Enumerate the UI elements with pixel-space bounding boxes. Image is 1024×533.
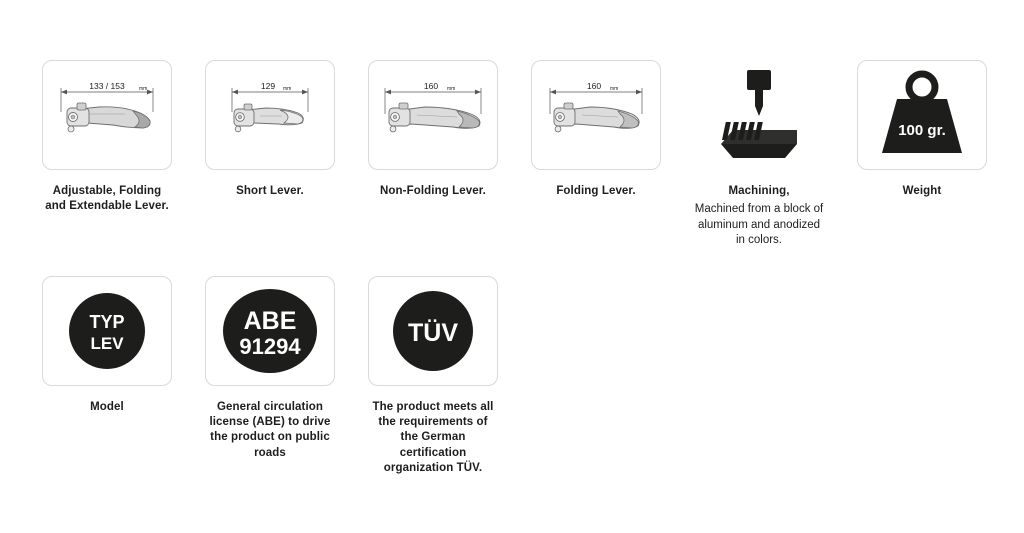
feature-caption: Folding Lever. [556,185,636,197]
feature-row-bottom [42,276,531,476]
dimension-label: 160 [423,81,439,91]
lever-adjustable-icon [47,70,167,160]
model-badge-line1: TYP [89,312,125,332]
dimension-unit: mm [139,86,148,92]
dimension-unit: mm [447,86,456,92]
abe-badge-line2: 91294 [239,333,301,359]
feature-abe-certification [205,276,335,476]
lever-panel [531,60,661,170]
weight-value-label: 100 gr. [898,122,946,139]
feature-tuv-certification [368,276,498,476]
feature-subcaption: Machined from a block of aluminum and anodized in colors. [694,203,824,247]
feature-weight [857,60,987,249]
abe-badge-line1: ABE [243,306,297,335]
feature-folding-lever [531,60,661,249]
model-badge-line2: LEV [90,334,124,353]
feature-non-folding-lever [368,60,498,249]
feature-adjustable-folding-extendable-lever [42,60,172,249]
weight-icon [867,65,977,165]
dimension-unit: mm [610,86,619,92]
feature-caption: General circulation license (ABE) to drive the product on public roads [209,401,331,459]
lever-panel [368,60,498,170]
dimension-label: 160 [586,81,602,91]
feature-caption: Adjustable, Folding and Extendable Lever. [45,185,169,213]
feature-row-top [42,60,1020,249]
weight-panel [857,60,987,170]
feature-caption: Model [90,401,124,413]
dimension-label: 133 / 153 [89,81,125,91]
lever-short-icon [210,70,330,160]
abe-badge-icon [215,279,325,384]
feature-machining [694,60,824,249]
feature-caption: Non-Folding Lever. [380,185,486,197]
model-badge-icon [57,281,157,381]
cnc-machining-icon [699,60,819,170]
feature-caption: Weight [902,185,942,197]
lever-panel [42,60,172,170]
feature-caption: Short Lever. [236,185,304,197]
lever-non-folding-icon [373,70,493,160]
tuv-badge-icon [383,281,483,381]
lever-panel [205,60,335,170]
tuv-badge-line1: TÜV [408,319,458,347]
machining-panel [694,60,824,170]
feature-model [42,276,172,476]
feature-caption: Machining, [728,185,790,197]
feature-short-lever [205,60,335,249]
tuv-panel [368,276,498,386]
lever-folding-icon [536,70,656,160]
model-panel [42,276,172,386]
feature-caption: The product meets all the requirements of the German certification organization TÜV. [372,401,494,474]
abe-panel [205,276,335,386]
dimension-label: 129 [260,81,276,91]
dimension-unit: mm [283,86,292,92]
